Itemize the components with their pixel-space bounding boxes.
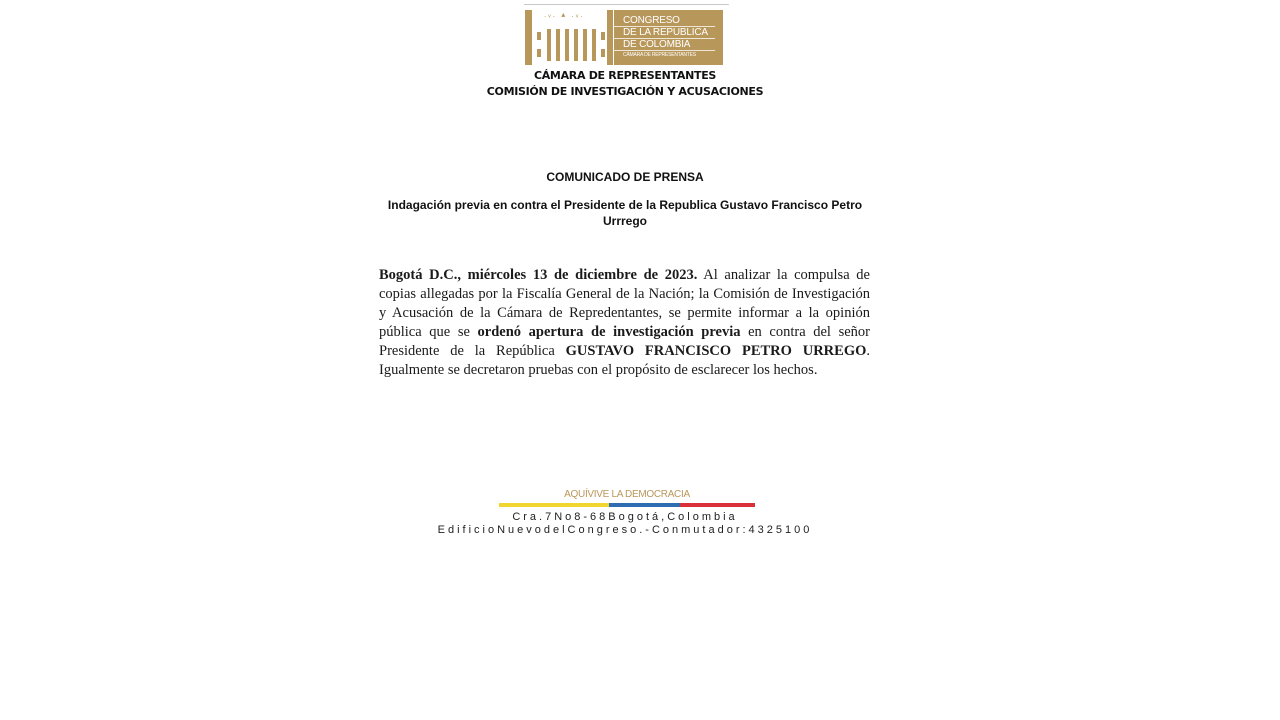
logo-line: CONGRESO bbox=[614, 15, 715, 27]
footer-contact: EdificioNuevodelCongreso.-Conmutador:4325100 bbox=[437, 524, 813, 536]
body-text: en contra del señor Presidente de la República bbox=[379, 324, 870, 359]
logo-text-box bbox=[614, 10, 723, 65]
congress-logo: .ᵥ. ▴ .ᵥ. CONGRESO DE LA REPUBLICA DE COLOMBIA CÁMARA DE REPRESENTANTES bbox=[524, 4, 729, 66]
flag-yellow bbox=[499, 503, 609, 507]
president-name: GUSTAVO FRANCISCO PETRO URREGO bbox=[565, 343, 867, 359]
document-title: COMUNICADO DE PRENSA bbox=[546, 170, 704, 184]
dateline: Bogotá D.C., miércoles 13 de diciembre de 2023. bbox=[379, 267, 698, 283]
logo-line: CÁMARA DE REPRESENTANTES bbox=[623, 52, 696, 58]
commission-heading: COMISIÓN DE INVESTIGACIÓN Y ACUSACIONES bbox=[486, 85, 764, 98]
footer-slogan: AQUÍVIVE LA DEMOCRACIA bbox=[564, 489, 690, 500]
flag-red bbox=[680, 503, 755, 507]
logo-line: DE COLOMBIA bbox=[614, 39, 715, 51]
colombia-flag-stripe bbox=[499, 503, 755, 507]
press-release-body bbox=[379, 266, 870, 380]
body-text: Al analizar la compulsa de copias allegadas por la Fiscalía General de la Nación; la Comisión de Investigación y Acusación de la Cámara de Repredentantes, se permite informar a la opinión pública que se bbox=[379, 267, 870, 340]
chamber-heading: CÁMARA DE REPRESENTANTES bbox=[533, 69, 717, 82]
flag-blue bbox=[609, 503, 680, 507]
logo-divider bbox=[524, 4, 729, 5]
footer-address: Cra.7No8-68Bogotá,Colombia bbox=[512, 511, 738, 523]
body-emphasis: ordenó apertura de investigación previa bbox=[477, 324, 741, 340]
logo-line: DE LA REPUBLICA bbox=[614, 27, 715, 39]
document-subtitle: Indagación previa en contra el Presidente de la Republica Gustavo Francisco Petro Urrrego bbox=[387, 198, 863, 228]
body-text: . Igualmente se decretaron pruebas con el propósito de esclarecer los hechos. bbox=[379, 343, 871, 378]
